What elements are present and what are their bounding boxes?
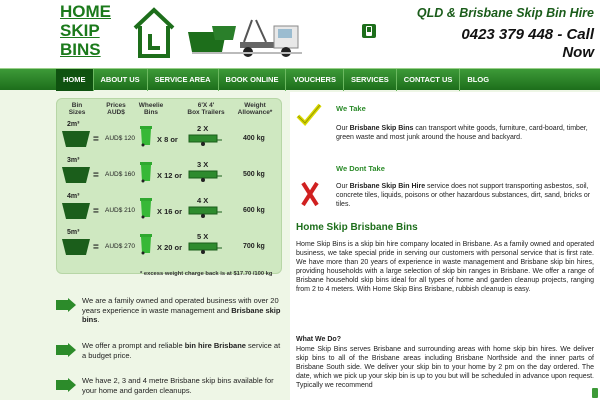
header-weight-line2: Allowance*	[237, 109, 273, 116]
logo-line-3: BINS	[60, 40, 101, 59]
table-row	[57, 229, 283, 265]
checkmark-icon	[296, 102, 322, 126]
table-row	[57, 193, 283, 229]
nav-service-area[interactable]: SERVICE AREA	[148, 69, 219, 91]
header	[0, 0, 600, 68]
nav-blog[interactable]: BLOG	[467, 75, 490, 84]
bin-price: AUD$ 160	[105, 171, 135, 178]
weight-allowance: 400 kg	[243, 135, 265, 142]
equals-sign: =	[93, 134, 99, 145]
wheelie-bin-icon	[139, 161, 153, 183]
main-nav	[0, 68, 600, 90]
we-dont-take-text-part: service does not support transporting asbestos, soil, concrete tiles, liquids, poisons or other hazardous substances, dirt, sand, bricks or tiles.	[336, 183, 591, 208]
nav-contact-us[interactable]: CONTACT US	[397, 69, 461, 91]
weight-allowance: 600 kg	[243, 207, 265, 214]
bin-price: AUD$ 270	[105, 243, 135, 250]
bin-size: 5m³	[67, 229, 80, 236]
what-we-do-heading: What We Do?	[296, 336, 341, 343]
header-box-trailers	[183, 102, 229, 116]
weight-allowance: 700 kg	[243, 243, 265, 250]
what-we-do-body: Home Skip Bins serves Brisbane and surrounding areas with home skip bin hires. We deliver skip bins to all of the Brisbane areas including Brisbane Northside and the inner parts of Brisbane South side. We deliver your skip bin to your home by 2 pm on the day ordered. The date, which we pick up your skip bin is up to you but will be scheduled in advance upon request. Typically we recommend	[296, 346, 594, 389]
header-price-line1: Prices	[106, 102, 126, 109]
trailer-count: 2 X	[197, 124, 209, 133]
phone-number[interactable]: 0423 379 448 - Call	[461, 26, 594, 43]
bullet-text-part: We offer a prompt and reliable	[82, 341, 185, 350]
wheelie-count: X 8 or	[157, 135, 178, 144]
arrow-bullet-icon	[56, 378, 76, 392]
logo-line-1: HOME	[60, 2, 111, 21]
bullet-text-part: We are a family owned and operated business with over 20 years experience in waste management and	[82, 296, 279, 315]
header-price-line2: AUD$	[107, 109, 125, 116]
bin-price: AUD$ 120	[105, 135, 135, 142]
nav-services[interactable]: SERVICES	[344, 69, 397, 91]
table-row	[57, 157, 283, 193]
arrow-bullet-icon	[56, 298, 76, 312]
nav-vouchers[interactable]: VOUCHERS	[286, 69, 344, 91]
bullet-text-part: We have 2, 3 and 4 metre Brisbane skip bins available for your home and garden cleanups.	[82, 376, 274, 395]
scroll-top-button[interactable]	[592, 388, 598, 398]
equals-sign: =	[93, 170, 99, 181]
we-dont-take-text	[336, 182, 594, 209]
bin-price: AUD$ 210	[105, 207, 135, 214]
wheelie-count: X 12 or	[157, 171, 183, 180]
box-trailer-icon	[187, 170, 223, 182]
we-take-heading: We Take	[336, 104, 366, 113]
header-title: QLD & Brisbane Skip Bin Hire	[416, 6, 594, 20]
bullet-text	[82, 341, 282, 360]
main-content	[290, 92, 600, 400]
trailer-count: 5 X	[197, 232, 209, 241]
skip-bin-icon	[61, 238, 91, 256]
bin-size: 2m³	[67, 121, 80, 128]
trailer-count: 3 X	[197, 160, 209, 169]
equals-sign: =	[93, 206, 99, 217]
header-trailer-line2: Box Trailers	[187, 109, 225, 116]
phone-icon	[362, 24, 376, 38]
skip-bin-icon	[61, 202, 91, 220]
bullet-text	[82, 376, 282, 395]
trailer-count: 4 X	[197, 196, 209, 205]
we-dont-take-text-part: Our	[336, 183, 350, 190]
bullet-text-part: .	[97, 315, 100, 324]
bin-size: 4m³	[67, 193, 80, 200]
nav-about-us[interactable]: ABOUT US	[94, 69, 148, 91]
header-trailer-line1: 6'X 4'	[197, 102, 215, 109]
home-section-body: Home Skip Bins is a skip bin hire company located in Brisbane. As a family owned and operated business, we take special pride in serving our customers with personal service that is first rate. We have more than 20 years of experience in waste management and Brisbane skip bin hires, providing households with a large selection of skip bin ranges in Brisbane. We offer a range of Brisbane household skip bins ideal for all types of home and garden cleanup projects, ranging from 2 to 4 meters. With Home Skip Bins Brisbane, rubbish cleanup is easy.	[296, 241, 594, 293]
bullet-text-bold: Brisbane skip bins	[82, 305, 281, 324]
wheelie-bin-icon	[139, 197, 153, 219]
header-bin-line2: Sizes	[68, 109, 86, 116]
excess-weight-note: * excess weight charge back is at $17.70 /100 kg	[140, 271, 273, 277]
header-bin-sizes	[65, 102, 89, 116]
we-dont-take-text-bold: Brisbane Skip Bin Hire	[349, 183, 426, 190]
wheelie-count: X 20 or	[157, 243, 183, 252]
header-weight-line1: Weight	[244, 102, 266, 109]
equals-sign: =	[93, 242, 99, 253]
bin-price-table	[56, 98, 282, 274]
we-dont-take-heading: We Dont Take	[336, 164, 385, 173]
header-wheelie-line1: Wheelie	[138, 102, 164, 109]
logo[interactable]	[60, 2, 132, 59]
table-row	[57, 121, 283, 157]
box-trailer-icon	[187, 206, 223, 218]
we-take-text-bold: Brisbane Skip Bins	[349, 125, 414, 132]
house-logo-icon	[132, 6, 176, 60]
bin-size: 3m³	[67, 157, 80, 164]
cross-icon	[300, 180, 320, 208]
header-wheelie-bins	[137, 102, 165, 116]
skip-bin-icon	[61, 130, 91, 148]
header-bin-line1: Bin	[71, 102, 83, 109]
arrow-bullet-icon	[56, 343, 76, 357]
bullet-text-part: service at a budget price.	[82, 341, 281, 360]
skip-truck-icon	[186, 12, 306, 58]
box-trailer-icon	[187, 134, 223, 146]
call-now[interactable]: Now	[562, 44, 594, 61]
wheelie-bin-icon	[139, 125, 153, 147]
skip-bin-icon	[61, 166, 91, 184]
wheelie-count: X 16 or	[157, 207, 183, 216]
box-trailer-icon	[187, 242, 223, 254]
we-take-text-part: Our	[336, 125, 350, 132]
we-take-text-part: can transport white goods, furniture, card-board, timber, green waste and most junk around the house and backyard.	[336, 125, 588, 141]
bullet-text	[82, 296, 282, 325]
header-prices	[101, 102, 131, 116]
we-take-text	[336, 124, 594, 142]
logo-line-2: SKIP	[60, 21, 100, 40]
header-weight-allowance	[233, 102, 277, 116]
home-section-title: Home Skip Brisbane Bins	[296, 222, 418, 233]
header-wheelie-line2: Bins	[143, 109, 159, 116]
bullet-text-bold: bin hire Brisbane	[184, 341, 246, 350]
weight-allowance: 500 kg	[243, 171, 265, 178]
header-contact	[344, 6, 594, 62]
wheelie-bin-icon	[139, 233, 153, 255]
nav-home[interactable]: HOME	[56, 69, 94, 91]
nav-book-online[interactable]: BOOK ONLINE	[219, 69, 287, 91]
